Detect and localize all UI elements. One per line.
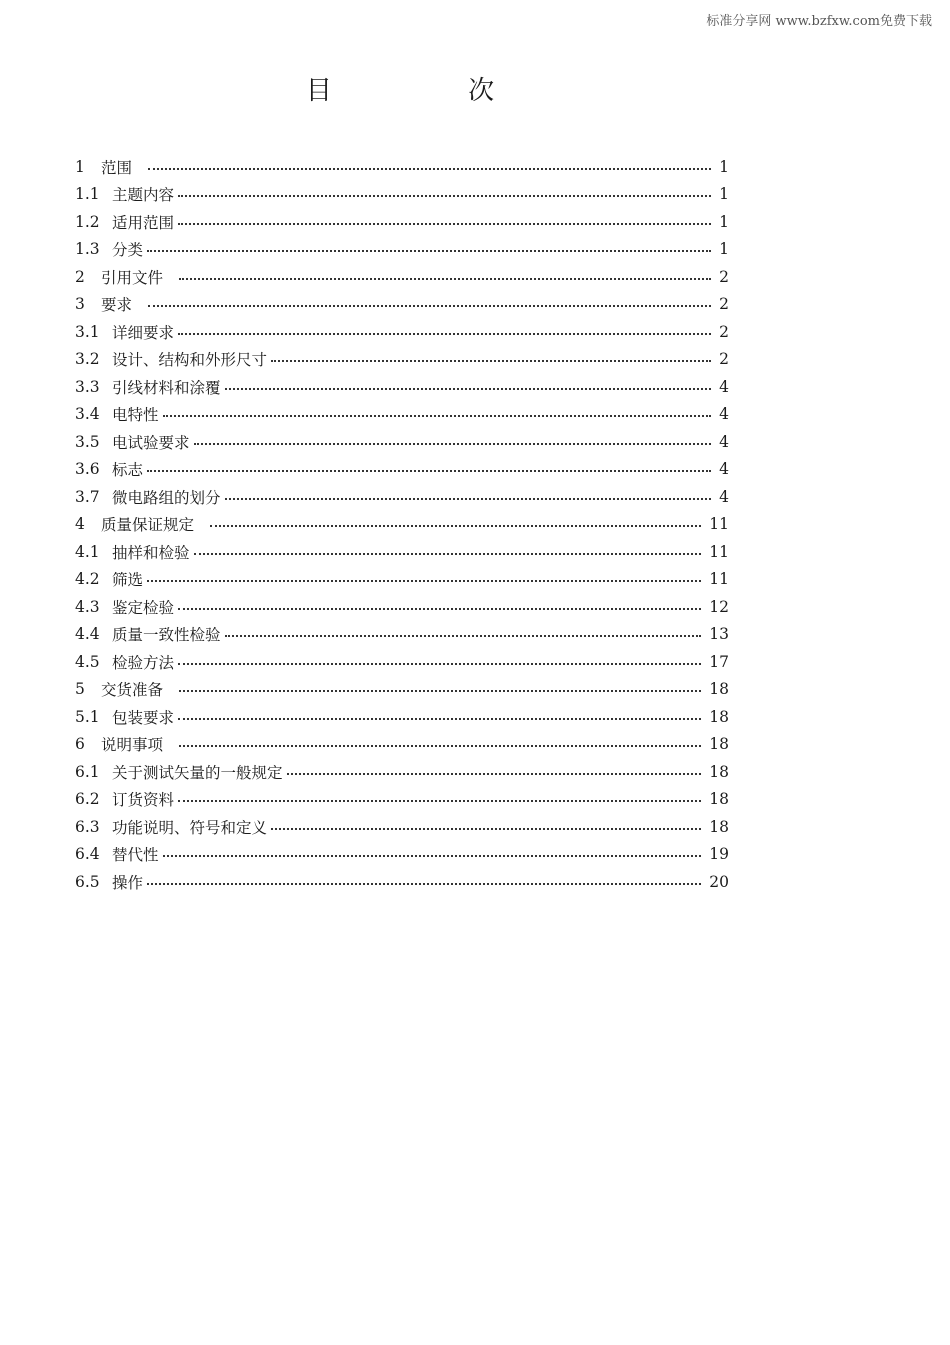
toc-dot-leader <box>225 498 712 500</box>
toc-dot-leader <box>178 718 701 720</box>
toc-entry-page-number: 2 <box>719 322 729 341</box>
toc-entry-page-number: 4 <box>719 487 729 506</box>
toc-entry[interactable] <box>75 786 729 814</box>
toc-entry-page-number: 18 <box>709 817 729 836</box>
toc-entry-label: 电特性 <box>112 406 159 425</box>
toc-entry-page-number: 2 <box>719 295 729 314</box>
toc-entry-number: 4.4 <box>75 625 100 644</box>
toc-entry-number: 3 <box>75 295 85 314</box>
toc-entry-page-number: 11 <box>709 570 729 589</box>
toc-entry-number: 6.1 <box>75 762 100 781</box>
toc-entry[interactable] <box>75 538 729 566</box>
toc-entry[interactable] <box>75 813 729 841</box>
toc-entry-page-number: 2 <box>719 267 729 286</box>
toc-dot-leader <box>179 690 701 692</box>
toc-entry-number: 3.7 <box>75 487 100 506</box>
toc-entry-page-number: 4 <box>719 405 729 424</box>
toc-entry[interactable] <box>75 483 729 511</box>
page-title: 目 次 <box>305 76 559 106</box>
toc-entry-label: 说明事项 <box>101 736 164 755</box>
toc-dot-leader <box>178 608 701 610</box>
toc-entry-label: 操作 <box>112 873 144 892</box>
toc-entry-label: 抽样和检验 <box>112 543 190 562</box>
toc-entry-label: 范围 <box>101 158 133 177</box>
toc-dot-leader <box>147 580 701 582</box>
toc-entry-page-number: 19 <box>709 845 729 864</box>
toc-dot-leader <box>148 168 711 170</box>
toc-entry[interactable] <box>75 456 729 484</box>
toc-entry[interactable] <box>75 236 729 264</box>
toc-entry[interactable] <box>75 841 729 869</box>
toc-entry[interactable] <box>75 373 729 401</box>
toc-dot-leader <box>271 828 701 830</box>
toc-dot-leader <box>225 635 702 637</box>
toc-dot-leader <box>210 525 701 527</box>
toc-entry[interactable] <box>75 318 729 346</box>
toc-entry-label: 电试验要求 <box>112 433 190 452</box>
toc-entry-label: 设计、结构和外形尺寸 <box>112 351 268 370</box>
toc-dot-leader <box>194 553 702 555</box>
table-of-contents <box>75 153 729 896</box>
toc-entry-number: 3.6 <box>75 460 100 479</box>
toc-entry-page-number: 18 <box>709 707 729 726</box>
toc-entry-number: 5 <box>75 680 85 699</box>
toc-entry-page-number: 11 <box>709 542 729 561</box>
toc-entry-label: 要求 <box>101 296 133 315</box>
toc-entry-page-number: 18 <box>709 762 729 781</box>
toc-entry[interactable] <box>75 291 729 319</box>
toc-entry-number: 3.2 <box>75 350 100 369</box>
toc-dot-leader <box>225 388 712 390</box>
toc-entry[interactable] <box>75 731 729 759</box>
toc-dot-leader <box>271 360 711 362</box>
toc-dot-leader <box>163 415 712 417</box>
toc-entry-label: 替代性 <box>112 846 159 865</box>
toc-entry-number: 6.4 <box>75 845 100 864</box>
toc-entry-label: 关于测试矢量的一般规定 <box>112 763 283 782</box>
toc-entry[interactable] <box>75 566 729 594</box>
toc-entry-number: 5.1 <box>75 707 100 726</box>
toc-entry-number: 4.2 <box>75 570 100 589</box>
toc-dot-leader <box>194 443 712 445</box>
toc-entry-label: 分类 <box>112 241 144 260</box>
toc-entry-page-number: 4 <box>719 432 729 451</box>
toc-entry-number: 2 <box>75 267 85 286</box>
toc-dot-leader <box>147 250 711 252</box>
toc-dot-leader <box>178 195 711 197</box>
toc-entry-number: 6.2 <box>75 790 100 809</box>
toc-entry-label: 详细要求 <box>112 323 175 342</box>
toc-entry[interactable] <box>75 511 729 539</box>
toc-entry-page-number: 17 <box>709 652 729 671</box>
toc-entry-label: 交货准备 <box>101 681 164 700</box>
toc-entry-label: 检验方法 <box>112 653 175 672</box>
toc-dot-leader <box>178 223 711 225</box>
toc-dot-leader <box>178 663 701 665</box>
toc-entry-label: 质量一致性检验 <box>112 626 221 645</box>
toc-entry-label: 订货资料 <box>112 791 175 810</box>
toc-entry[interactable] <box>75 346 729 374</box>
toc-entry-page-number: 13 <box>709 625 729 644</box>
toc-entry-number: 3.5 <box>75 432 100 451</box>
toc-entry-page-number: 18 <box>709 790 729 809</box>
toc-entry-page-number: 1 <box>719 185 729 204</box>
toc-entry-number: 1.3 <box>75 240 100 259</box>
toc-entry[interactable] <box>75 181 729 209</box>
toc-entry[interactable] <box>75 263 729 291</box>
toc-entry-label: 主题内容 <box>112 186 175 205</box>
toc-entry-page-number: 4 <box>719 377 729 396</box>
toc-entry-page-number: 18 <box>709 680 729 699</box>
toc-entry-number: 1 <box>75 157 85 176</box>
toc-dot-leader <box>178 800 701 802</box>
toc-entry-page-number: 1 <box>719 157 729 176</box>
toc-dot-leader <box>147 470 711 472</box>
toc-entry-label: 质量保证规定 <box>101 516 195 535</box>
toc-entry[interactable] <box>75 868 729 896</box>
toc-entry[interactable] <box>75 621 729 649</box>
toc-dot-leader <box>287 773 702 775</box>
toc-entry-label: 微电路组的划分 <box>112 488 221 507</box>
toc-entry-label: 适用范围 <box>112 213 175 232</box>
toc-entry-page-number: 1 <box>719 212 729 231</box>
toc-entry-page-number: 11 <box>709 515 729 534</box>
toc-entry[interactable] <box>75 648 729 676</box>
toc-dot-leader <box>178 333 711 335</box>
toc-entry[interactable] <box>75 703 729 731</box>
toc-entry[interactable] <box>75 676 729 704</box>
toc-entry-number: 1.2 <box>75 212 100 231</box>
toc-entry-number: 3.4 <box>75 405 100 424</box>
toc-entry-number: 1.1 <box>75 185 100 204</box>
toc-dot-leader <box>147 883 701 885</box>
toc-entry-page-number: 20 <box>709 872 729 891</box>
toc-dot-leader <box>163 855 702 857</box>
toc-entry[interactable] <box>75 208 729 236</box>
toc-entry-number: 4.3 <box>75 597 100 616</box>
toc-entry-page-number: 2 <box>719 350 729 369</box>
toc-entry-label: 引线材料和涂覆 <box>112 378 221 397</box>
toc-entry-number: 4.5 <box>75 652 100 671</box>
toc-entry-number: 3.1 <box>75 322 100 341</box>
toc-dot-leader <box>179 278 711 280</box>
toc-dot-leader <box>148 305 711 307</box>
toc-entry-number: 6.3 <box>75 817 100 836</box>
toc-entry-page-number: 4 <box>719 460 729 479</box>
toc-entry-number: 3.3 <box>75 377 100 396</box>
toc-entry-number: 6 <box>75 735 85 754</box>
toc-entry[interactable] <box>75 593 729 621</box>
toc-entry-page-number: 12 <box>709 597 729 616</box>
toc-entry-number: 4.1 <box>75 542 100 561</box>
toc-entry-label: 标志 <box>112 461 144 480</box>
toc-entry-label: 包装要求 <box>112 708 175 727</box>
toc-entry-number: 4 <box>75 515 85 534</box>
toc-entry-label: 引用文件 <box>101 268 164 287</box>
toc-entry-number: 6.5 <box>75 872 100 891</box>
watermark-text: 标准分享网 www.bzfxw.com免费下载 <box>706 14 932 29</box>
toc-entry[interactable] <box>75 428 729 456</box>
toc-entry[interactable] <box>75 153 729 181</box>
toc-entry-label: 功能说明、符号和定义 <box>112 818 268 837</box>
toc-entry[interactable] <box>75 401 729 429</box>
toc-dot-leader <box>179 745 701 747</box>
toc-entry-page-number: 1 <box>719 240 729 259</box>
toc-entry[interactable] <box>75 758 729 786</box>
toc-entry-label: 筛选 <box>112 571 144 590</box>
toc-entry-label: 鉴定检验 <box>112 598 175 617</box>
toc-entry-page-number: 18 <box>709 735 729 754</box>
